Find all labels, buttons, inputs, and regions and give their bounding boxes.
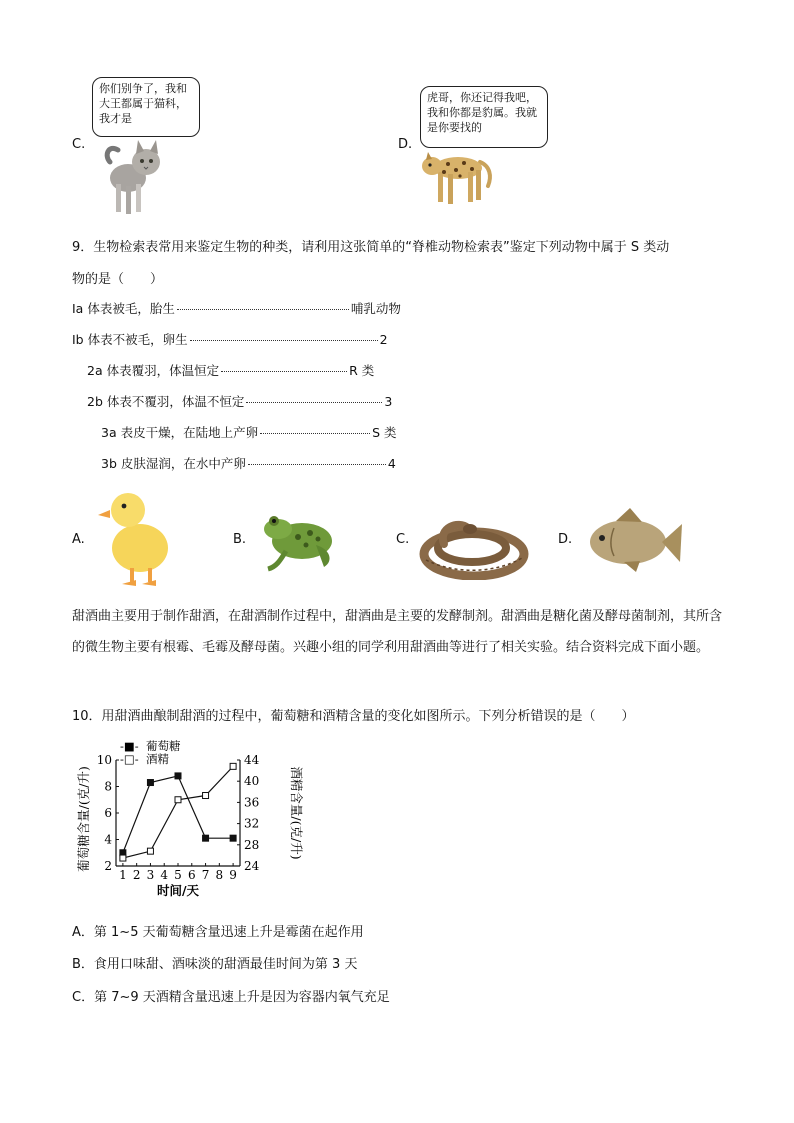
reading-passage: 甜酒曲主要用于制作甜酒，在甜酒制作过程中，甜酒曲是主要的发酵制剂。甜酒曲是糖化菌及酵母菌制剂，其所含的微生物主要有根霉、毛霉及酵母菌。兴趣小组的同学利用甜酒曲等进行了相关实验。结合资料完成下面小题。 bbox=[72, 609, 723, 655]
right-tick-label: 36 bbox=[244, 795, 260, 810]
key-text: 2b 体表不覆羽，体温不恒定 bbox=[87, 394, 245, 409]
alcohol-point bbox=[147, 848, 153, 854]
key-text: Ⅰa 体表被毛，胎生 bbox=[72, 301, 175, 316]
legend-marker: -□- bbox=[120, 752, 139, 766]
legend-marker: -■- bbox=[120, 739, 139, 753]
right-tick-label: 44 bbox=[244, 753, 260, 767]
q9-option-c-letter: C. bbox=[396, 532, 410, 547]
chart-series bbox=[120, 763, 236, 861]
cat-image bbox=[100, 132, 170, 218]
right-tick-label: 24 bbox=[244, 859, 260, 873]
option-c-letter: C. bbox=[72, 137, 86, 152]
x-tick-label: 9 bbox=[229, 868, 237, 882]
legend-label: 酒精 bbox=[146, 752, 169, 766]
left-tick-label: 8 bbox=[104, 779, 112, 794]
fish-image bbox=[584, 506, 684, 574]
key-text: Ⅰb 体表不被毛，卵生 bbox=[72, 332, 188, 347]
key-text: 3a 表皮干燥，在陆地上产卵 bbox=[101, 425, 259, 440]
left-axis-label: 葡萄糖含量/(克/升) bbox=[76, 766, 91, 872]
chart-axes bbox=[76, 739, 304, 898]
key-line-3b bbox=[101, 454, 396, 472]
left-tick-label: 2 bbox=[104, 859, 112, 873]
q9-option-a-letter: A. bbox=[72, 532, 85, 547]
left-tick-label: 6 bbox=[104, 806, 112, 820]
glucose-point bbox=[147, 780, 153, 786]
key-result: 3 bbox=[384, 394, 393, 409]
glucose-point bbox=[175, 773, 181, 779]
speech-text-cat: 你们别争了，我和大王都属于猫科，我才是 bbox=[99, 82, 187, 125]
key-result: S 类 bbox=[372, 425, 397, 440]
key-result: 2 bbox=[379, 332, 388, 347]
key-result: 哺乳动物 bbox=[350, 301, 401, 316]
key-line-1a bbox=[72, 299, 401, 317]
alcohol-point bbox=[230, 763, 236, 769]
x-axis-label: 时间/天 bbox=[156, 883, 200, 898]
snake-image bbox=[414, 508, 530, 580]
q9-stem-line2: 物的是（ ） bbox=[72, 272, 164, 287]
key-text: 2a 体表覆羽，体温恒定 bbox=[87, 363, 220, 378]
speech-text-leopard: 虎哥，你还记得我吧，我和你都是豹属。我就是你要找的 bbox=[427, 91, 537, 134]
alcohol-point bbox=[120, 855, 126, 861]
glucose-alcohol-chart bbox=[72, 738, 308, 902]
frog-image bbox=[258, 505, 342, 573]
glucose-point bbox=[203, 835, 209, 841]
speech-bubble-leopard bbox=[420, 86, 548, 148]
key-line-2b bbox=[87, 392, 392, 410]
duckling-image bbox=[96, 484, 178, 590]
series-line-glucose bbox=[123, 776, 233, 853]
q9-option-d-letter: D. bbox=[558, 532, 573, 547]
q10-answer-c: C．第 7~9 天酒精含量迅速上升是因为容器内氧气充足 bbox=[72, 990, 390, 1005]
key-result: 4 bbox=[387, 456, 396, 471]
key-line-2a bbox=[87, 361, 374, 379]
right-tick-label: 40 bbox=[244, 774, 260, 789]
x-tick-label: 8 bbox=[215, 868, 224, 882]
right-axis-label: 酒精含量/(克/升) bbox=[289, 766, 304, 860]
right-tick-label: 32 bbox=[244, 816, 260, 831]
q9-stem-line1: 9．生物检索表常用来鉴定生物的种类，请利用这张简单的“脊椎动物检索表”鉴定下列动物中属于 S 类动 bbox=[72, 240, 670, 255]
key-line-1b bbox=[72, 330, 388, 348]
option-d-letter: D. bbox=[398, 137, 413, 152]
key-text: 3b 皮肤湿润，在水中产卵 bbox=[101, 456, 246, 471]
alcohol-point bbox=[203, 793, 209, 799]
glucose-point bbox=[230, 835, 236, 841]
q10-answer-a: A．第 1~5 天葡萄糖含量迅速上升是霉菌在起作用 bbox=[72, 925, 364, 940]
x-tick-label: 2 bbox=[132, 868, 141, 882]
key-line-3a bbox=[101, 423, 397, 441]
x-tick-label: 3 bbox=[146, 868, 155, 882]
key-result: R 类 bbox=[349, 363, 375, 378]
legend-label: 葡萄糖 bbox=[146, 739, 181, 753]
speech-bubble-cat bbox=[92, 77, 200, 137]
q9-option-b-letter: B. bbox=[233, 532, 247, 547]
x-tick-label: 6 bbox=[187, 868, 196, 882]
right-tick-label: 28 bbox=[244, 837, 260, 852]
q10-answer-b: B．食用口味甜、酒味淡的甜酒最佳时间为第 3 天 bbox=[72, 957, 358, 972]
q10-stem: 10．用甜酒曲酿制甜酒的过程中，葡萄糖和酒精含量的变化如图所示。下列分析错误的是（ ） bbox=[72, 709, 635, 724]
leopard-image bbox=[418, 146, 498, 210]
alcohol-point bbox=[175, 797, 181, 803]
x-tick-label: 4 bbox=[160, 868, 169, 882]
x-tick-label: 5 bbox=[174, 868, 182, 882]
left-tick-label: 4 bbox=[104, 832, 112, 847]
left-tick-label: 10 bbox=[96, 753, 112, 767]
x-tick-label: 1 bbox=[119, 868, 127, 882]
x-tick-label: 7 bbox=[201, 868, 210, 882]
